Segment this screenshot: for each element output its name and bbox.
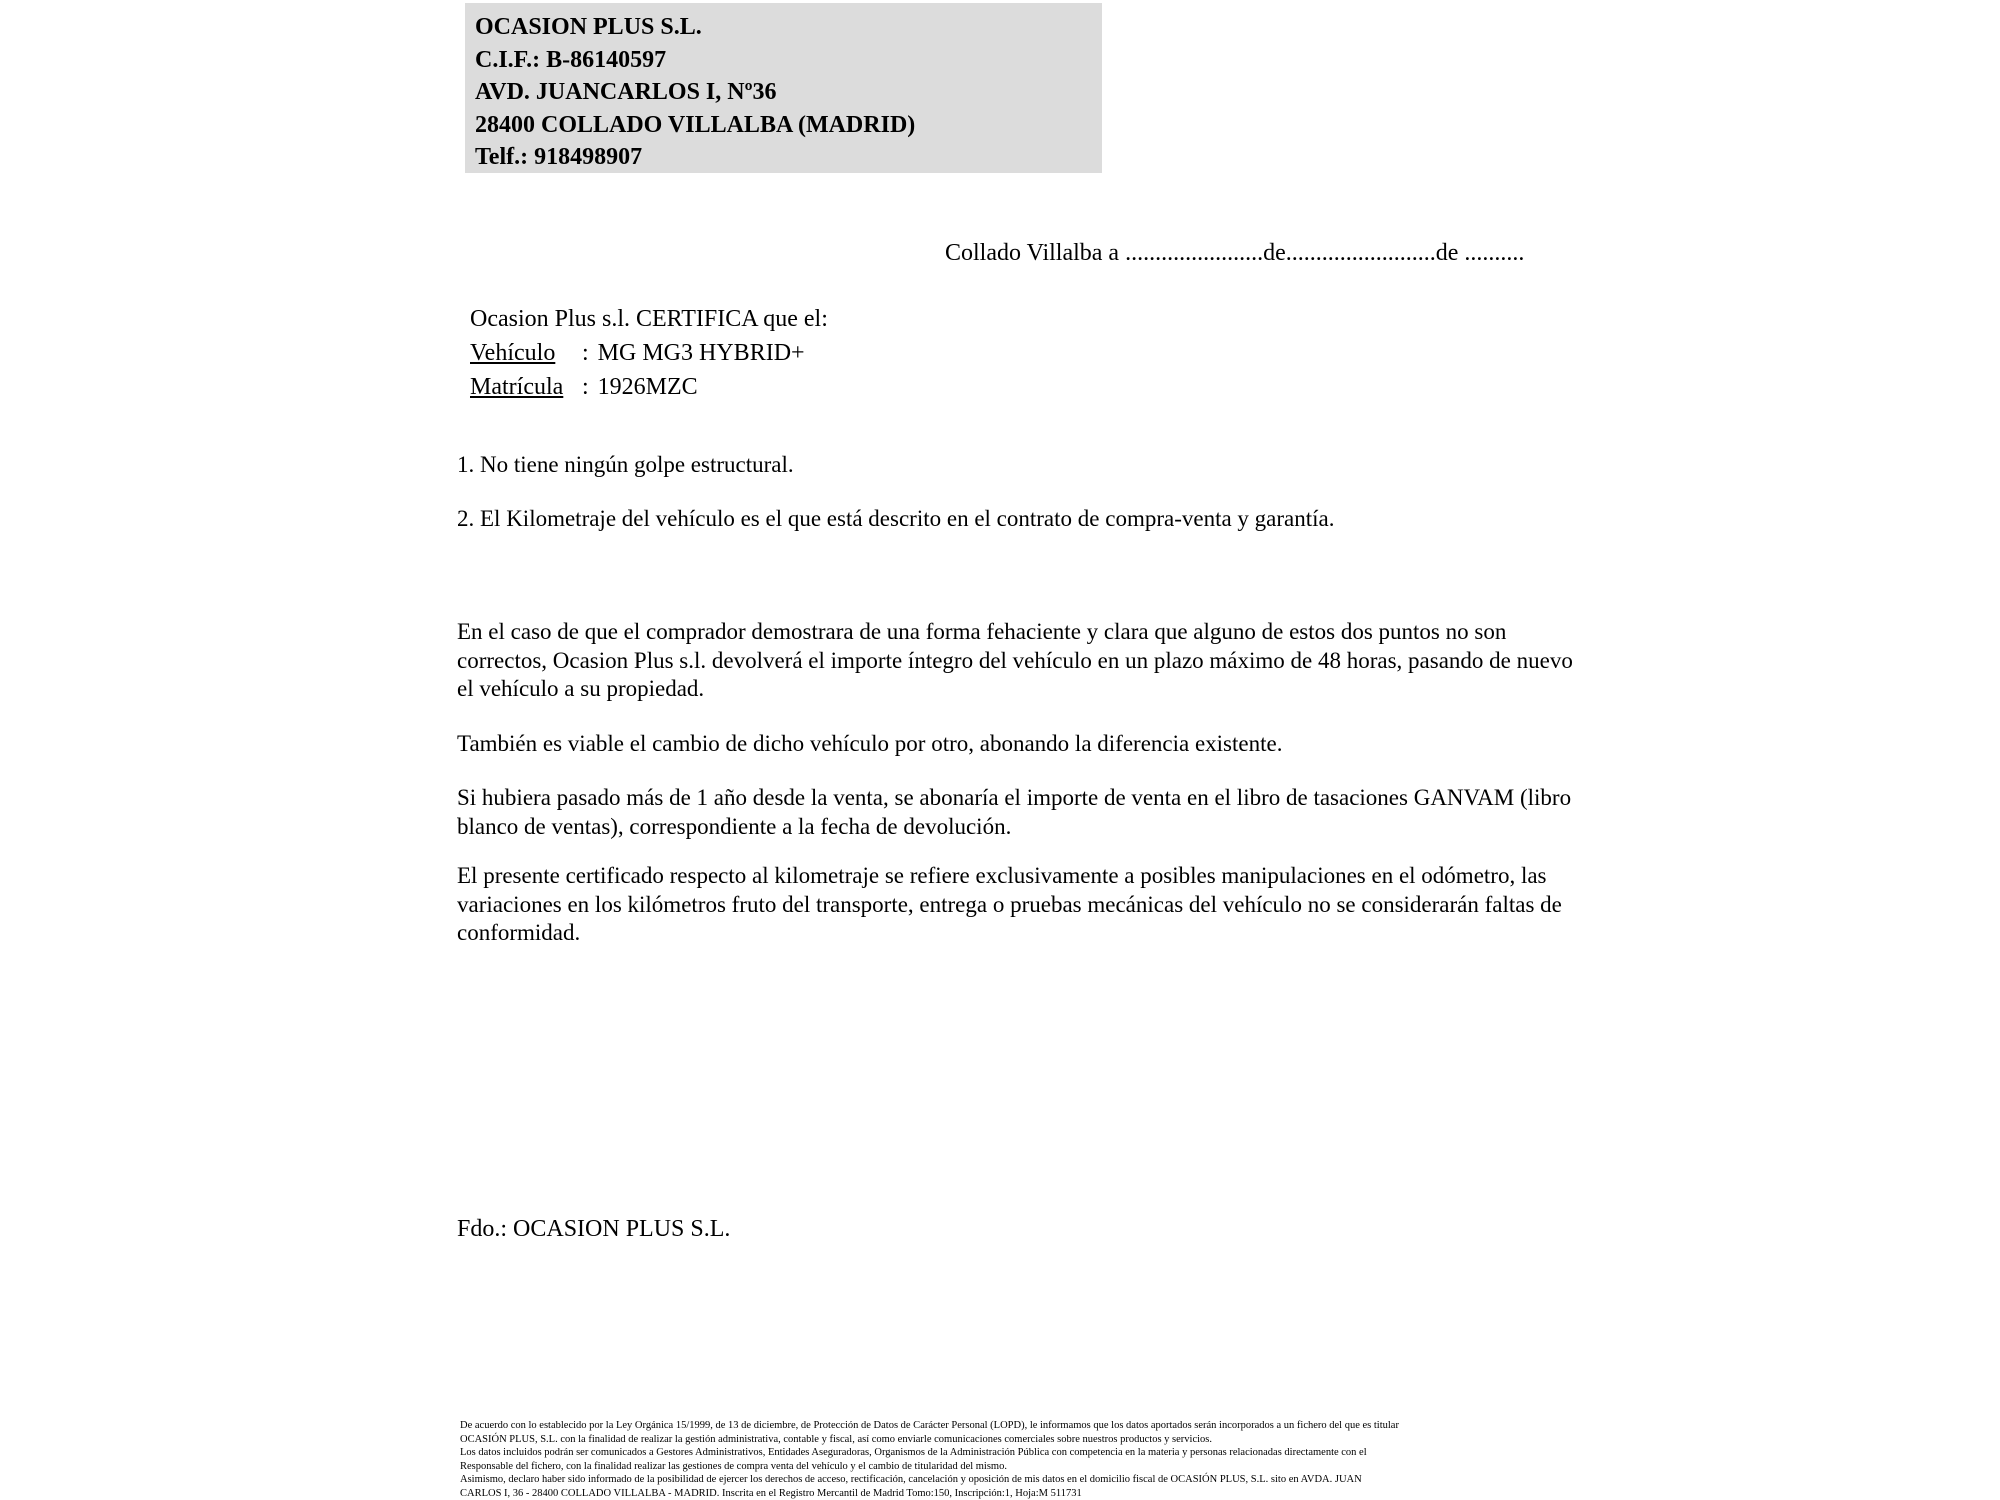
certified-point-2: 2. El Kilometraje del vehículo es el que está descrito en el contrato de compra-venta y garantía. [457, 506, 1335, 531]
paragraph-odometer-scope: El presente certificado respecto al kilometraje se refiere exclusivamente a posibles manipulaciones en el odómetro, las variaciones en los kilómetros fruto del transporte, entrega o pruebas mecánicas del vehículo no se considerarán faltas de conformidad. [457, 863, 1562, 945]
vehicle-separator: : [582, 340, 589, 366]
plate-separator: : [582, 374, 589, 400]
company-address: AVD. JUANCARLOS I, Nº36 [475, 79, 777, 105]
plate-row [470, 370, 828, 404]
place-date-line: Collado Villalba a .......................de.........................de .......... [945, 240, 1525, 266]
legal-footer [460, 1419, 1640, 1500]
legal-footer-line: Responsable del fichero, con la finalidad realizar las gestiones de compra venta del vehículo y el cambio de titularidad del mismo. [460, 1460, 1007, 1472]
legal-footer-line: Los datos incluidos podrán ser comunicados a Gestores Administrativos, Entidades Aseguradoras, Organismos de la Administración Pública con competencia en la materia y personas relacionadas directamente con el [460, 1447, 1367, 1458]
paragraph-ganvam-valuation: Si hubiera pasado más de 1 año desde la venta, se abonaría el importe de venta en el libro de tasaciones GANVAM (libro blanco de ventas), correspondiente a la fecha de devolución. [457, 785, 1572, 839]
company-header-box [465, 3, 1102, 173]
paragraph-refund-guarantee: En el caso de que el comprador demostrara de una forma fehaciente y clara que alguno de estos dos puntos no son correctos, Ocasion Plus s.l. devolverá el importe íntegro del vehículo en un plazo máximo de 48 horas, pasando de nuevo el vehículo a su propiedad. [457, 619, 1573, 701]
legal-footer-line: CARLOS I, 36 - 28400 COLLADO VILLALBA - MADRID. Inscrita en el Registro Mercantil de Madrid Tomo:150, Inscripción:1, Hoja:M 511731 [460, 1487, 1082, 1499]
company-city: 28400 COLLADO VILLALBA (MADRID) [475, 111, 916, 138]
vehicle-label: Vehículo [470, 340, 556, 366]
paragraph-exchange-option: También es viable el cambio de dicho vehículo por otro, abonando la diferencia existente. [457, 731, 1283, 756]
legal-footer-line: Asimismo, declaro haber sido informado de la posibilidad de ejercer los derechos de acceso, rectificación, cancelación y oposición de mis datos en el domicilio fiscal de OCASIÓN PLUS, S.L. sito en AVDA. JUAN [460, 1474, 1362, 1485]
vehicle-value: MG MG3 HYBRID+ [597, 340, 805, 366]
vehicle-row [470, 336, 828, 370]
legal-footer-line: OCASIÓN PLUS, S.L. con la finalidad de realizar la gestión administrativa, contable y fiscal, así como enviarle comunicaciones comerciales sobre nuestros productos y servicios. [460, 1433, 1212, 1445]
legal-footer-line: De acuerdo con lo establecido por la Ley Orgánica 15/1999, de 13 de diciembre, de Protección de Datos de Carácter Personal (LOPD), le informamos que los datos aportados serán incorporados a un fichero del que es titular [460, 1420, 1399, 1431]
company-cif: C.I.F.: B-86140597 [475, 46, 667, 73]
signature-line: Fdo.: OCASION PLUS S.L. [457, 1216, 731, 1242]
plate-value: 1926MZC [597, 374, 698, 400]
certification-block [470, 302, 828, 404]
company-name: OCASION PLUS S.L. [475, 14, 702, 40]
plate-label: Matrícula [470, 374, 564, 400]
certification-intro: Ocasion Plus s.l. CERTIFICA que el: [470, 306, 828, 332]
company-phone: Telf.: 918498907 [475, 144, 643, 170]
certified-point-1: 1. No tiene ningún golpe estructural. [457, 452, 794, 477]
